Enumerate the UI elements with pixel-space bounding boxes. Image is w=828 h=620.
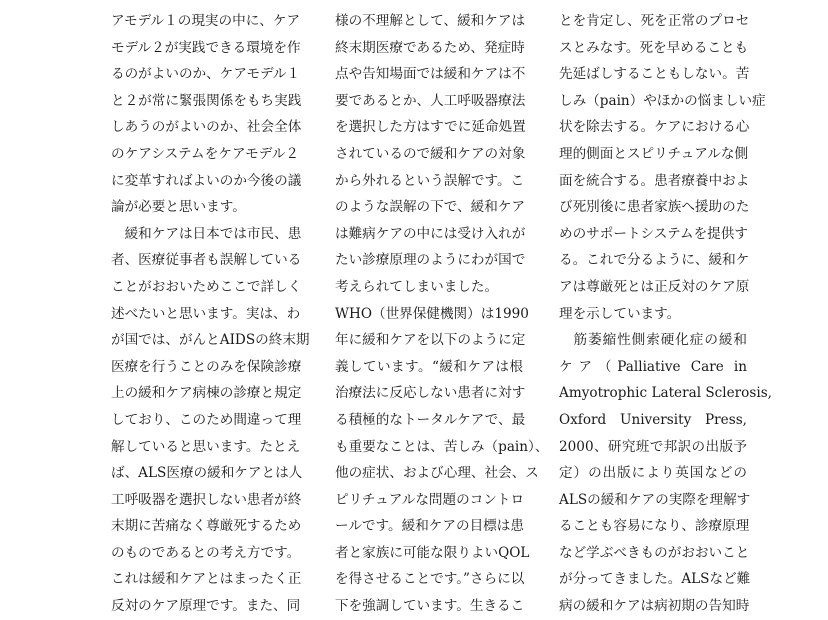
text-line: 状を除去する。ケアにおける心	[559, 119, 750, 136]
text-line: WHO（世界保健機関）は1990	[335, 305, 529, 322]
text-line: 論が必要と思います。	[111, 199, 246, 216]
text-line: が分ってきました。ALSなど難	[559, 571, 751, 588]
text-line: しあうのがよいのか、社会全体	[111, 119, 302, 136]
text-line: 終末期医療であるため、発症時	[335, 39, 525, 56]
text-line: しみ（pain）やほかの悩ましい症	[559, 92, 766, 109]
text-line: 者、医療従事者も誤解している	[111, 252, 302, 269]
text-line: も重要なことは、苦しみ（pain）、	[335, 438, 549, 455]
text-line: 義しています。“緩和ケアは根	[335, 358, 523, 375]
text-line: と２が常に緊張関係をもち実践	[111, 92, 302, 109]
text-line: 下を強調しています。生きるこ	[335, 598, 525, 615]
text-line: 他の症状、および心理、社会、ス	[335, 465, 539, 482]
text-line: 緩和ケアは日本では市民、患	[111, 225, 302, 242]
text-line: 考えられてしまいました。	[335, 278, 499, 295]
text-line: Oxford University Press,	[559, 411, 747, 428]
text-line: を選択した方はすでに延命処置	[335, 119, 526, 136]
text-line: 末期に苦痛なく尊厳死するため	[111, 518, 302, 535]
text-column-2	[335, 8, 549, 620]
text-line: スとみなす。死を早めることも	[559, 39, 749, 56]
text-column-1	[111, 8, 310, 620]
text-line: Amyotrophic Lateral Sclerosis,	[559, 385, 772, 402]
text-line: のものであるとの考え方です。	[111, 544, 301, 561]
text-line: び死別後に患者家族へ援助のた	[559, 199, 750, 216]
text-column-3	[559, 8, 772, 620]
text-line: 理的側面とスピリチュアルな側	[559, 145, 749, 162]
text-line: 年に緩和ケアを以下のように定	[335, 332, 526, 349]
text-line: ールです。緩和ケアの目標は患	[335, 518, 524, 535]
text-line: 治療法に反応しない患者に対す	[335, 385, 526, 402]
text-line: など学ぶべきものがおおいこと	[559, 544, 750, 561]
text-line: 病の緩和ケアは病初期の告知時	[559, 598, 750, 615]
text-line: ことがおおいためここで詳しく	[111, 278, 302, 295]
text-line: されているので緩和ケアの対象	[335, 145, 526, 162]
text-line: アモデル１の現実の中に、ケア	[111, 13, 301, 29]
text-line: アは尊厳死とは正反対のケア原	[559, 278, 750, 295]
text-line: ることも容易になり、診療原理	[559, 518, 750, 535]
text-line: 点や告知場面では緩和ケアは不	[335, 66, 526, 83]
text-line: とを肯定し、死を正常のプロセ	[559, 13, 750, 29]
text-line: る積極的なトータルケアで、最	[335, 411, 526, 428]
text-line: のケアシステムをケアモデル２	[111, 145, 299, 162]
text-line: 述べたいと思います。実は、わ	[111, 305, 301, 322]
text-line: 解していると思います。たとえ	[111, 438, 301, 455]
text-line: る。これで分るように、緩和ケ	[559, 252, 750, 269]
text-line: から外れるという誤解です。こ	[335, 172, 525, 189]
text-line: ALSの緩和ケアの実際を理解す	[559, 491, 751, 508]
text-line: が国では、がんとAIDSの終末期	[111, 332, 310, 349]
text-line: のような誤解の下で、緩和ケア	[335, 199, 526, 216]
text-line: これは緩和ケアとはまったく正	[111, 571, 302, 588]
text-line: を得させることです。”さらに以	[335, 571, 525, 588]
text-line: たい診療原理のようにわが国で	[335, 252, 526, 269]
text-line: 医療を行うことのみを保険診療	[111, 358, 302, 375]
text-line: 様の不理解として、緩和ケアは	[335, 13, 526, 29]
text-line: ピリチュアルな問題のコントロ	[335, 491, 525, 508]
text-line: 反対のケア原理です。また、同	[111, 598, 301, 615]
text-line: 上の緩和ケア病棟の診療と規定	[111, 385, 302, 402]
text-line: 筋萎縮性側索硬化症の緩和	[559, 332, 747, 349]
text-line: しており、このため間違って理	[111, 411, 302, 428]
text-line: 要であるとか、人工呼吸器療法	[335, 92, 526, 109]
text-line: ば、ALS医療の緩和ケアとは人	[111, 465, 303, 482]
text-line: めのサポートシステムを提供す	[559, 225, 748, 242]
text-line: 定）の出版により英国などの	[559, 465, 747, 482]
text-line: に変革すればよいのか今後の議	[111, 172, 302, 189]
text-line: 理を示しています。	[559, 305, 681, 322]
text-line: ケア（Palliative Care in	[559, 358, 747, 375]
text-line: 者と家族に可能な限りよいQOL	[335, 544, 530, 561]
text-line: モデル２が実践できる環境を作	[111, 39, 301, 56]
text-line: 面を統合する。患者療養中およ	[559, 172, 750, 189]
text-line: は難病ケアの中には受け入れが	[335, 225, 526, 242]
text-line: 2000、研究班で邦訳の出版予	[559, 438, 747, 455]
text-line: 工呼吸器を選択しない患者が終	[111, 491, 302, 508]
text-line: るのがよいのか、ケアモデル１	[111, 66, 301, 83]
text-line: 先延ばしすることもしない。苦	[559, 66, 750, 83]
